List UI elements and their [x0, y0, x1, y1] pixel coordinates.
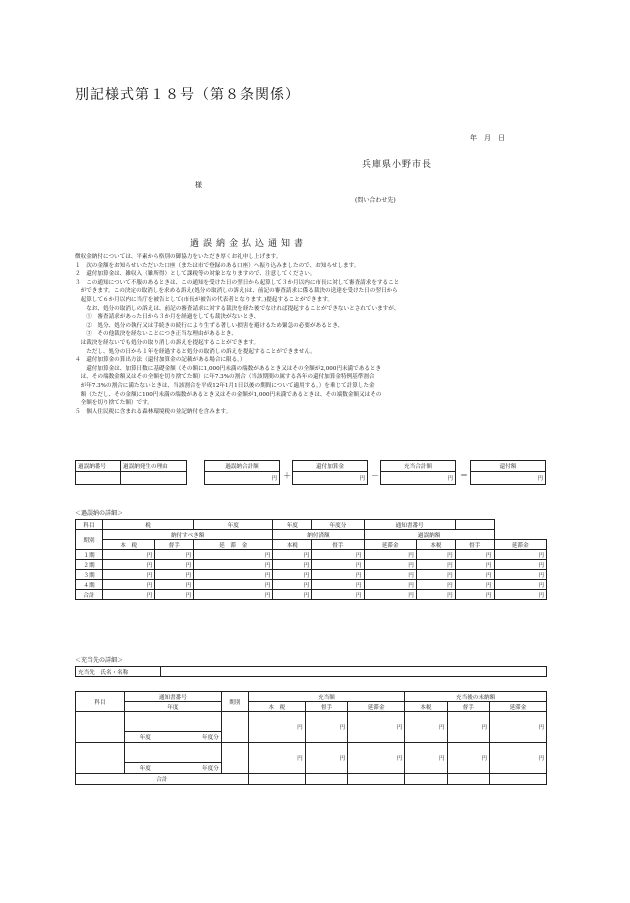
amount-cell: 円 — [312, 560, 364, 570]
applied-amount-label: 充当額 — [248, 692, 404, 702]
detail-paid-fee: 督手 — [312, 540, 364, 550]
applied-total-cell — [348, 774, 405, 785]
amount-cell: 円 — [194, 590, 273, 600]
detail-row — [76, 570, 547, 580]
amount-cell: 円 — [194, 550, 273, 560]
detail-paid-label: 納付済額 — [273, 530, 364, 540]
detail-due-label: 納付すべき額 — [103, 530, 273, 540]
body-line: 全額を切り捨てた額）です。 — [75, 400, 153, 407]
amount-cell: 円 — [194, 560, 273, 570]
amount-cell: 円 — [416, 580, 455, 590]
applied-late-label: 延滞金 — [348, 702, 405, 712]
body-line: 還付加算金は、加算日数に基礎金額（その額に1,000円未満の端数があるとき又はその全額が2,000円未満であるとき — [75, 365, 382, 372]
amount-cell: 円 — [348, 712, 405, 743]
detail-paid-late: 延滞金 — [364, 540, 416, 550]
amount-cell: 円 — [364, 580, 416, 590]
number-cell — [76, 472, 121, 485]
detail-notice-no-label: 通知書番号 — [364, 520, 455, 530]
minus-sign: － — [371, 471, 379, 480]
interest-yen: 円 — [293, 472, 368, 485]
amount-cell: 円 — [364, 590, 416, 600]
amount-cell: 円 — [103, 580, 155, 590]
amount-cell: 円 — [312, 570, 364, 580]
detail-row-period: ４期 — [76, 580, 103, 590]
applied-label: 充当合計額 — [381, 461, 456, 472]
detail-year: 年度 — [273, 520, 312, 530]
applied-unpaid-fee-label: 督手 — [447, 702, 489, 712]
detail-row-period: ２期 — [76, 560, 103, 570]
interest-table — [292, 460, 368, 485]
applied-yen: 円 — [381, 472, 456, 485]
amount-cell: 円 — [248, 743, 305, 774]
applied-table — [380, 460, 456, 485]
amount-cell: 円 — [103, 550, 155, 560]
amount-cell: 円 — [494, 570, 546, 580]
equals-sign: ＝ — [460, 471, 468, 480]
detail-due-fee: 督手 — [155, 540, 194, 550]
amount-cell: 円 — [305, 712, 347, 743]
applied-total-cell — [447, 774, 489, 785]
applied-principal-label: 本 税 — [248, 702, 305, 712]
detail-row-period: １期 — [76, 550, 103, 560]
amount-cell: 円 — [312, 580, 364, 590]
applied-unpaid-principal-label: 本税 — [405, 702, 447, 712]
detail-subject-label: 科目 — [76, 520, 103, 530]
applied-subject-label: 科目 — [76, 692, 125, 712]
body-line: 徴収金納付については、平素から格別の御協力をいただき厚くお礼申し上げます。 — [75, 254, 282, 260]
applied-fiscal-year-label: 年度 — [125, 702, 222, 712]
document-title: 過誤納金払込通知書 — [190, 239, 308, 249]
amount-cell: 円 — [455, 570, 494, 580]
body-line: ２ 還付加算金は、雑収入（雑所得）として課税等の対象となりますので、注意してください。 — [75, 271, 316, 278]
detail-row — [76, 590, 547, 600]
body-line: 起算して６か月以内に当庁を被告として(市長が被告の代表者となります。)提起することができます。 — [75, 296, 333, 303]
detail-row — [76, 550, 547, 560]
total-yen: 円 — [205, 472, 280, 485]
applied-notice-no-label: 通知書番号 — [125, 692, 222, 702]
amount-cell: 円 — [155, 590, 194, 600]
amount-cell: 円 — [273, 570, 312, 580]
applied-section-label: ＜充当先の詳細＞ — [75, 657, 124, 664]
plus-sign: ＋ — [283, 471, 291, 480]
amount-cell: 円 — [455, 560, 494, 570]
amount-cell: 円 — [455, 590, 494, 600]
applied-total-cell — [305, 774, 347, 785]
amount-cell: 円 — [194, 570, 273, 580]
amount-cell: 円 — [455, 550, 494, 560]
date-line: 年 月 日 — [470, 134, 505, 142]
addressee-suffix: 様 — [195, 181, 202, 189]
interest-label: 還付加算金 — [293, 461, 368, 472]
applied-dest-value — [161, 667, 547, 677]
amount-cell: 円 — [489, 712, 546, 743]
body-line: ただし、処分の日から１年を経過すると処分の取消しの訴えを提起することができません。 — [75, 348, 316, 355]
amount-cell: 円 — [194, 580, 273, 590]
body-line: なお、処分の取消しの訴えは、前記の審査請求に対する裁決を経た後でなければ提起することができないとされていますが、 — [75, 305, 400, 312]
detail-over-fee: 督手 — [455, 540, 494, 550]
applied-row-period — [221, 743, 248, 774]
amount-cell: 円 — [447, 743, 489, 774]
amount-cell: 円 — [405, 743, 447, 774]
applied-row-subject — [76, 712, 125, 743]
applied-row-year-label: 年度 — [125, 762, 166, 773]
amount-cell: 円 — [494, 590, 546, 600]
applied-dest-label: 充当先 氏名・名称 — [76, 667, 161, 677]
amount-cell: 円 — [155, 560, 194, 570]
detail-overpaid-label: 過誤納額 — [364, 530, 494, 540]
detail-row-period: 合計 — [76, 590, 103, 600]
detail-row-period: ３期 — [76, 570, 103, 580]
applied-total-cell — [248, 774, 305, 785]
detail-row — [76, 580, 547, 590]
body-line: ３ この通知について不服のあるときは、この通知を受けた日の翌日から起算して３か月以内に市長に対して審査請求をすること — [75, 279, 400, 286]
applied-period-label: 期別 — [221, 692, 248, 712]
detail-year-portion: 年度分 — [312, 520, 364, 530]
detail-row — [76, 560, 547, 570]
contact-note: (問い合わせ先) — [355, 197, 396, 204]
refund-label: 還付額 — [471, 461, 546, 472]
amount-cell: 円 — [248, 712, 305, 743]
applied-total-cell — [405, 774, 447, 785]
amount-cell: 円 — [155, 580, 194, 590]
applied-unpaid-label: 充当後の未納額 — [405, 692, 547, 702]
form-number: 別記様式第１８号（第８条関係） — [75, 87, 300, 103]
amount-cell: 円 — [103, 560, 155, 570]
amount-cell: 円 — [494, 580, 546, 590]
detail-paid-principal: 本税 — [273, 540, 312, 550]
total-label: 過誤納合計額 — [205, 461, 280, 472]
amount-cell: 円 — [312, 590, 364, 600]
detail-period-label: 期別 — [76, 530, 103, 550]
amount-cell: 円 — [273, 590, 312, 600]
body-line: ができます。この決定の取消しを求める訴え(処分の取消しの訴え)は、前記の審査請求に係る裁決の送達を受けた日の翌日から — [75, 288, 398, 295]
detail-over-principal: 本税 — [416, 540, 455, 550]
amount-cell: 円 — [364, 550, 416, 560]
detail-due-late: 延 滞 金 — [194, 540, 273, 550]
amount-cell: 円 — [312, 550, 364, 560]
body-line: ４ 還付加算金の算出方法（還付加算金の記載がある場合に限る。） — [75, 357, 246, 364]
amount-cell: 円 — [364, 560, 416, 570]
amount-cell: 円 — [348, 743, 405, 774]
reason-cell — [121, 472, 187, 485]
body-line: 額（ただし、その金額に100円未満の端数があるとき又はその金額が1,000円未満であるときは、その端数金額又はその — [75, 391, 382, 398]
detail-tax-label: 税 — [103, 520, 194, 530]
applied-row — [76, 712, 547, 732]
amount-cell: 円 — [416, 590, 455, 600]
detail-notice-no-value — [455, 520, 494, 530]
amount-cell: 円 — [455, 580, 494, 590]
applied-row — [76, 743, 547, 763]
applied-unpaid-late-label: 延滞金 — [489, 702, 546, 712]
body-line: １ 次の金額をお知らせいただいた口座（または市で登録のある口座）へ振り込みましたので、お知らせします。 — [75, 262, 360, 269]
applied-dest-table — [75, 666, 547, 677]
sender-name: 兵庫県小野市長 — [362, 160, 433, 170]
amount-cell: 円 — [273, 580, 312, 590]
applied-row-notice — [125, 743, 222, 763]
applied-total-label: 合計 — [76, 774, 249, 785]
amount-cell: 円 — [494, 550, 546, 560]
notice-body — [75, 253, 555, 416]
body-line: ③ その他裁決を経ないことにつき正当な理由があるとき、 — [75, 331, 237, 338]
applied-fee-label: 督手 — [305, 702, 347, 712]
body-line: は、その端数金額又はその全額を切り捨てた額）に年7.3%の割合（当該期間の属する各年の還付加算金特例基準割合 — [75, 374, 375, 381]
applied-row-year-portion: 年度分 — [166, 762, 222, 773]
summary-reason-table — [75, 460, 187, 485]
body-line: は裁決を経ないでも処分の取り消しの訴えを提起することができます。 — [75, 339, 260, 346]
amount-cell: 円 — [416, 550, 455, 560]
amount-cell: 円 — [103, 570, 155, 580]
amount-cell: 円 — [155, 570, 194, 580]
body-line: が年7.3%の割合に満たないときは、当該割合を平成12年1月1日以後の期間について適用する。）を乗じて計算した金 — [75, 382, 375, 389]
applied-total-cell — [489, 774, 546, 785]
applied-row-year-label: 年度 — [125, 731, 166, 742]
refund-yen: 円 — [471, 472, 546, 485]
amount-cell: 円 — [405, 712, 447, 743]
detail-fiscal-year: 年度 — [194, 520, 273, 530]
detail-over-late: 延滞金 — [494, 540, 546, 550]
body-line: ① 審査請求があった日から３か月を経過をしても裁決がないとき、 — [75, 314, 260, 321]
amount-cell: 円 — [103, 590, 155, 600]
detail-due-principal: 本 税 — [103, 540, 155, 550]
amount-cell: 円 — [155, 550, 194, 560]
amount-cell: 円 — [364, 570, 416, 580]
body-line: ② 処分、処分の執行又は手続きの続行により生ずる著しい損害を避けるため緊急の必要があるとき、 — [75, 322, 344, 329]
detail-table — [75, 519, 547, 600]
applied-row-period — [221, 712, 248, 743]
amount-cell: 円 — [494, 560, 546, 570]
amount-cell: 円 — [447, 712, 489, 743]
applied-row-year-portion: 年度分 — [166, 731, 222, 742]
refund-table — [470, 460, 546, 485]
amount-cell: 円 — [305, 743, 347, 774]
applied-table-detail — [75, 691, 547, 785]
amount-cell: 円 — [416, 570, 455, 580]
amount-cell: 円 — [489, 743, 546, 774]
detail-section-label: ＜過誤納の詳細＞ — [75, 510, 124, 517]
amount-cell: 円 — [273, 560, 312, 570]
body-line: ５ 個人住民税に含まれる森林環境税の並記納付を含みます。 — [75, 408, 232, 415]
total-table — [204, 460, 280, 485]
applied-row-subject — [76, 743, 125, 774]
reason-label: 過誤納発生の理由 — [121, 461, 187, 472]
amount-cell: 円 — [273, 550, 312, 560]
applied-row-notice — [125, 712, 222, 732]
number-label: 過誤納番号 — [76, 461, 121, 472]
amount-cell: 円 — [416, 560, 455, 570]
